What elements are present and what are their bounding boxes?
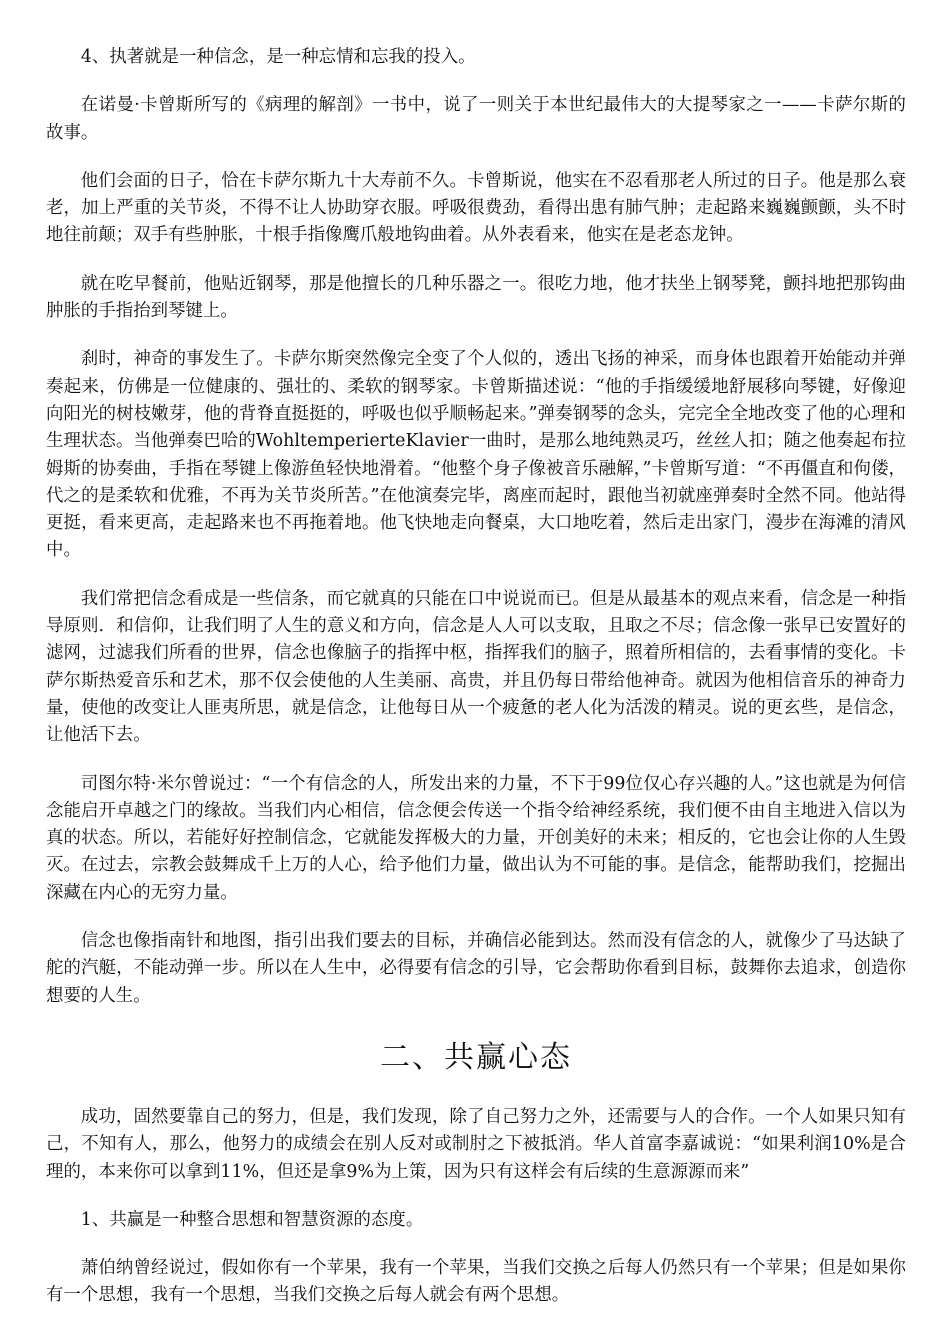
paragraph-point-4: 4、执著就是一种信念，是一种忘情和忘我的投入。 [80, 47, 476, 67]
paragraph-breakfast: 就在吃早餐前，他贴近钢琴，那是他擅长的几种乐器之一。很吃力地，他才扶坐上钢琴凳，颤抖地把那钩曲肿胀的手指抬到琴键上。 [46, 273, 906, 322]
paragraph-mill-quote: 司图尔特·米尔曾说过：“一个有信念的人，所发出来的力量，不下于99位仅心存兴趣的人。”这也就是为何信念能启开卓越之门的缘故。当我们内心相信，信念便会传送一个指令给神经系统，我们便不由自主地进入信以为真的状态。所以，若能好好控制信念，它就能发挥极大的力量，开创美好的未来；相反的，它也会让你的人生毁灭。在过去，宗教会鼓舞成千上万的人心，给予他们力量，做出认为不可能的事。是信念，能帮助我们，挖掘出深藏在内心的无穷力量。 [46, 773, 906, 903]
paragraph-miracle: 刹时，神奇的事发生了。卡萨尔斯突然像完全变了个人似的，透出飞扬的神采，而身体也跟着开始能动并弹奏起来，仿佛是一位健康的、强壮的、柔软的钢琴家。卡曾斯描述说：“他的手指缓缓地舒展移向琴键，好像迎向阳光的树枝嫩芽，他的背脊直挺挺的，呼吸也似乎顺畅起来。”弹奏钢琴的念头，完完全全地改变了他的心理和生理状态。当他弹奏巴哈的WohltemperierteKlavier一曲时，是那么地纯熟灵巧，丝丝人扣；随之他奏起布拉姆斯的协奏曲，手指在琴键上像游鱼轻快地滑着。“他整个身子像被音乐融解，”卡曾斯写道：“不再僵直和佝偻，代之的是柔软和优雅，不再为关节炎所苦。”在他演奏完毕，离座而起时，跟他当初就座弹奏时全然不同。他站得更挺，看来更高，走起路来也不再拖着地。他飞快地走向餐桌，大口地吃着，然后走出家门，漫步在海滩的清风中。 [46, 349, 906, 561]
paragraph-compass: 信念也像指南针和地图，指引出我们要去的目标，并确信必能到达。然而没有信念的人，就像少了马达缺了舵的汽艇，不能动弹一步。所以在人生中，必得要有信念的引导，它会帮助你看到目标，鼓舞你去追求，创造你想要的人生。 [46, 931, 906, 1006]
paragraph-belief-definition: 我们常把信念看成是一些信条，而它就真的只能在口中说说而已。但是从最基本的观点来看，信念是一种指导原则．和信仰，让我们明了人生的意义和方向，信念是人人可以支取，且取之不尽；信念像一张早已安置好的滤网，过滤我们所看的世界，信念也像脑子的指挥中枢，指挥我们的脑子，照着所相信的，去看事情的变化。卡萨尔斯热爱音乐和艺术，那不仅会使他的人生美丽、高贵，并且仍每日带给他神奇。就因为他相信音乐的神奇力量，使他的改变让人匪夷所思，就是信念，让他每日从一个疲惫的老人化为活泼的精灵。说的更玄些，是信念，让他活下去。 [46, 588, 906, 746]
paragraph-meeting: 他们会面的日子，恰在卡萨尔斯九十大寿前不久。卡曾斯说，他实在不忍看那老人所过的日子。他是那么衰老，加上严重的关节炎，不得不让人协助穿衣服。呼吸很费劲，看得出患有肺气肿；走起路来巍巍颤颤，头不时地往前颠；双手有些肿胀，十根手指像鹰爪般地钩曲着。从外表看来，他实在是老态龙钟。 [46, 170, 906, 246]
section-heading: 二、共赢心态 [380, 1039, 572, 1075]
paragraph-cooperation: 成功，固然要靠自己的努力，但是，我们发现，除了自己努力之外，还需要与人的合作。一个人如果只知有己，不知有人，那么，他努力的成绩会在别人反对或制肘之下被抵消。华人首富李嘉诚说：“如果利润10%是合理的，本来你可以拿到11%，但还是拿9%为上策，因为只有这样会有后续的生意源源而来” [46, 1106, 906, 1182]
paragraph-shaw-quote: 萧伯纳曾经说过，假如你有一个苹果，我有一个苹果，当我们交换之后每人仍然只有一个苹果；但是如果你有一个思想，我有一个思想，当我们交换之后每人就会有两个思想。 [46, 1258, 906, 1306]
section-heading-container [46, 1038, 906, 1078]
document-body [46, 44, 906, 1310]
paragraph-point-1: 1、共赢是一种整合思想和智慧资源的态度。 [80, 1209, 424, 1230]
paragraph-intro-casals: 在诺曼·卡曾斯所写的《病理的解剖》一书中，说了一则关于本世纪最伟大的大提琴家之一——卡萨尔斯的故事。 [46, 95, 906, 143]
